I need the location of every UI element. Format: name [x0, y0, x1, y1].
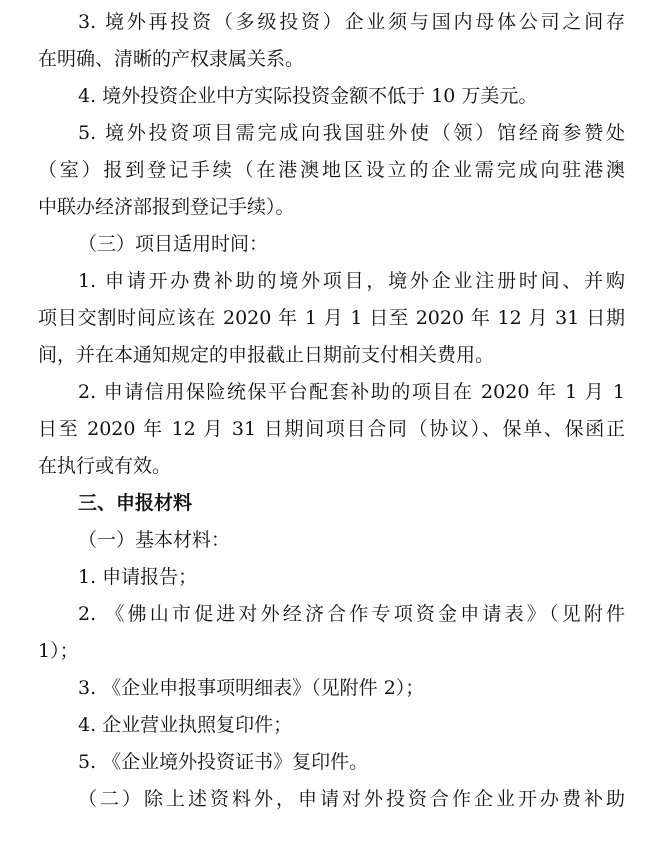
list-item-4: 4. 企业营业执照复印件；	[78, 714, 293, 736]
text-line-11: 2. 申请信用保险统保平台配套补助的项目在 2020 年 1 月 1	[78, 381, 625, 403]
text-line-6: 中联办经济部报到登记手续）。	[38, 196, 295, 218]
text-line-2: 在明确、清晰的产权隶属关系。	[38, 48, 305, 70]
list-item-2: 2. 《佛山市促进对外经济合作专项资金申请表》（见附件	[78, 603, 625, 625]
text-line-1: 3. 境外再投资（多级投资）企业须与国内母体公司之间存	[78, 11, 625, 33]
text-line-4: 5. 境外投资项目需完成向我国驻外使（领）馆经商参赞处	[78, 122, 625, 144]
text-line-3: 4. 境外投资企业中方实际投资金额不低于 10 万美元。	[78, 85, 538, 107]
text-line-22: （二）除上述资料外，申请对外投资合作企业开办费补助	[78, 788, 625, 810]
text-line-5: （室）报到登记手续（在港澳地区设立的企业需完成向驻港澳	[38, 159, 625, 181]
list-item-3: 3. 《企业申报事项明细表》（见附件 2）；	[78, 677, 425, 699]
text-line-12: 日至 2020 年 12 月 31 日期间项目合同（协议）、保单、保函正	[38, 418, 625, 440]
list-item-1: 1. 申请报告；	[78, 566, 198, 588]
section-heading-materials: 三、申报材料	[78, 492, 193, 514]
text-line-10: 间，并在本通知规定的申报截止日期前支付相关费用。	[38, 344, 495, 366]
text-line-9: 项目交割时间应该在 2020 年 1 月 1 日至 2020 年 12 月 31 日期	[38, 307, 625, 329]
section-heading-applicable-time: （三）项目适用时间：	[78, 233, 269, 255]
list-item-2-continuation: 1）；	[38, 640, 79, 662]
list-item-5: 5. 《企业境外投资证书》复印件。	[78, 751, 369, 773]
text-line-8: 1. 申请开办费补助的境外项目，境外企业注册时间、并购	[78, 270, 625, 292]
text-line-13: 在执行或有效。	[38, 455, 172, 477]
section-heading-basic-materials: （一）基本材料：	[78, 529, 231, 551]
